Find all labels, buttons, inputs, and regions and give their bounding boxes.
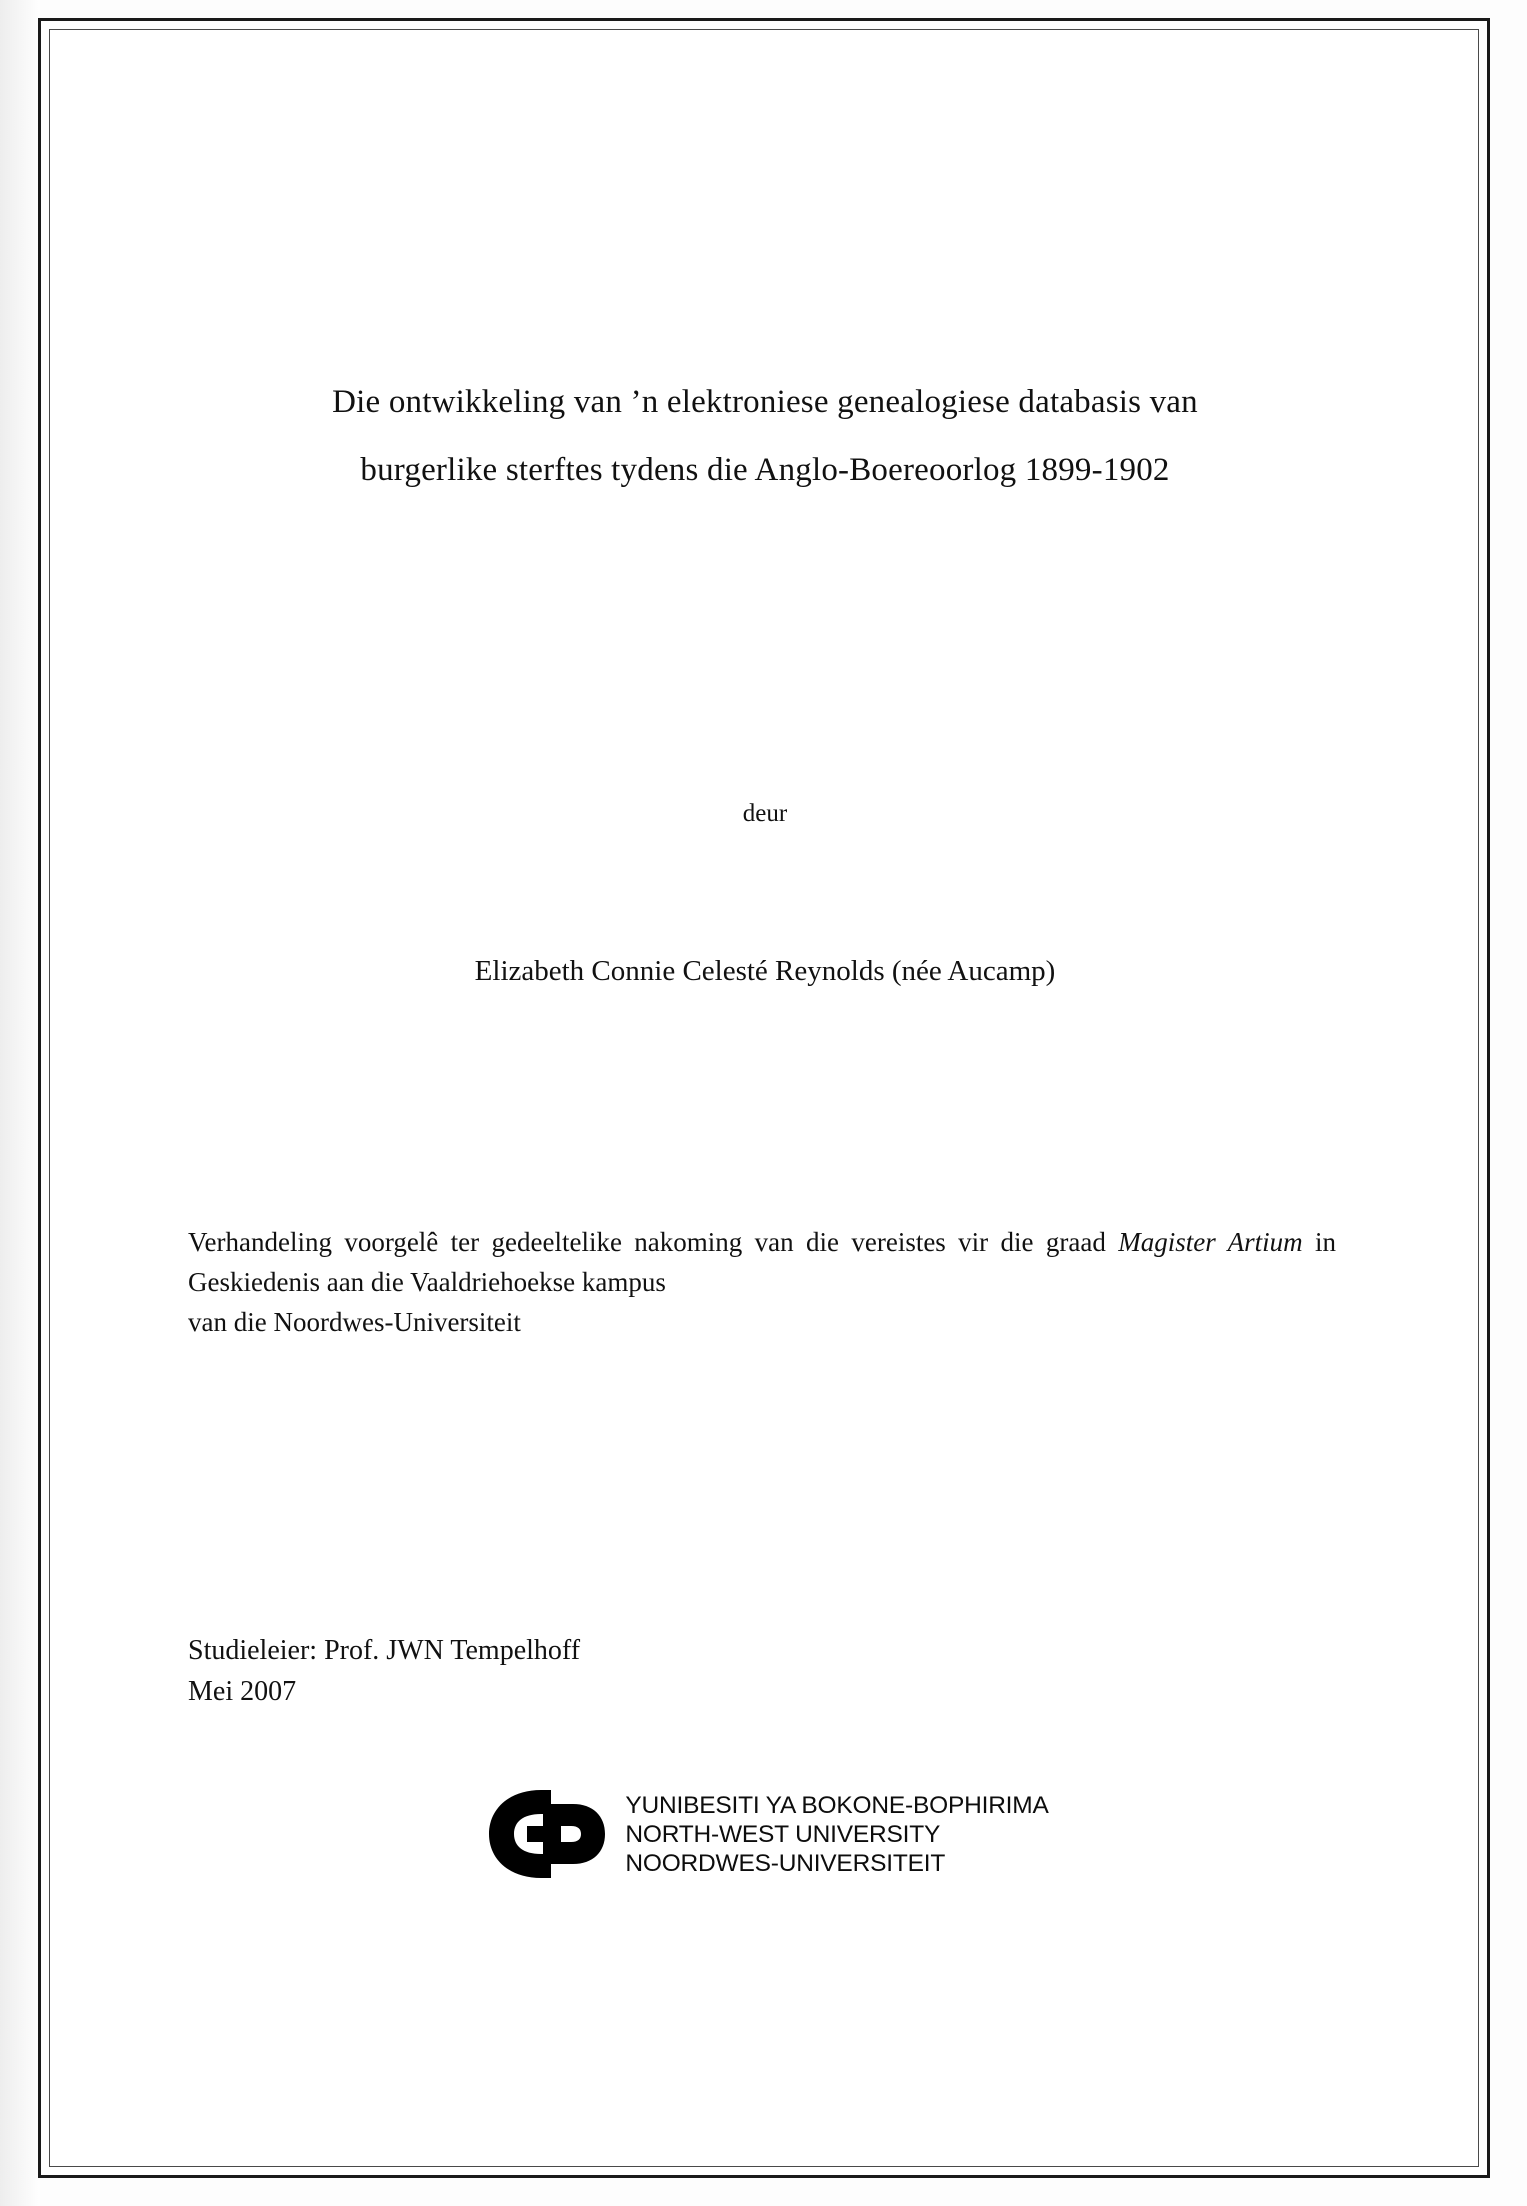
logo-text-line-3: NOORDWES-UNIVERSITEIT (625, 1849, 946, 1877)
degree-name: Magister Artium (1118, 1227, 1303, 1257)
supervisor-line: Studieleier: Prof. JWN Tempelhoff (188, 1635, 581, 1666)
title-line-2: burgerlike sterftes tydens die Anglo-Boereoorlog 1899-1902 (360, 452, 1170, 488)
degree-statement-part1: Verhandeling voorgelê ter gedeeltelike nakoming van die vereistes vir die graad (188, 1227, 1119, 1257)
university-logo-text (625, 1791, 1048, 1878)
title-page-content (185, 0, 1345, 2206)
by-label: deur (742, 800, 788, 827)
date-line: Mei 2007 (188, 1676, 297, 1707)
page-title (185, 368, 1345, 504)
title-line-1: Die ontwikkeling van ’n elektroniese genealogiese databasis van (332, 384, 1198, 420)
author-name: Elizabeth Connie Celesté Reynolds (née Aucamp) (474, 955, 1056, 987)
degree-statement-part2: in Geskiedenis aan die Vaaldriehoekse kampus (188, 1227, 1336, 1297)
north-west-university-logo-icon (481, 1780, 613, 1888)
logo-text-line-1: YUNIBESITI YA BOKONE-BOPHIRIMA (625, 1791, 1049, 1819)
degree-statement-part3: van die Noordwes-Universiteit (188, 1307, 521, 1337)
degree-statement (188, 1222, 1336, 1342)
logo-text-line-2: NORTH-WEST UNIVERSITY (625, 1820, 941, 1848)
degree-statement-paragraph (188, 1222, 1336, 1302)
university-logo-block (185, 1780, 1345, 1888)
supervisor-block (188, 1630, 1088, 1712)
page-gutter-shading (0, 0, 40, 2206)
